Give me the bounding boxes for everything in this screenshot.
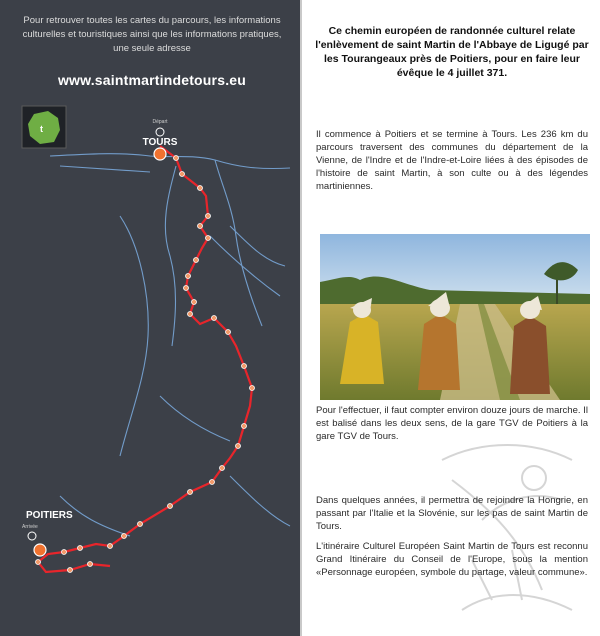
paragraph-2: Pour l'effectuer, il faut compter environ douze jours de marche. Il est balisé dans les deux sens, de la gare TGV de Poitiers à la gare TGV de Tours. bbox=[316, 405, 588, 442]
text-panel bbox=[302, 0, 600, 636]
france-inset bbox=[22, 106, 66, 148]
svg-text:t: t bbox=[40, 124, 43, 134]
website-link[interactable]: www.saintmartindetours.eu bbox=[57, 72, 247, 88]
svg-text:Départ: Départ bbox=[152, 119, 168, 125]
paragraph-1: Il commence à Poitiers et se termine à Tours. Les 236 km du parcours traversent des communes du département de la Vienne, de l'Indre et de l'Indre-et-Loire liées à des épisodes de l'histoire de saint Martin, à son culte ou à des légendes martiniennes. bbox=[316, 129, 588, 192]
tours-marker bbox=[143, 119, 178, 160]
panel-title: Ce chemin européen de randonnée culturel relate l'enlèvement de saint Martin de l'Abbaye de Ligugé par les Tourangeaux près de Poitiers, pour en faire leur évêque le 4 juillet 371. bbox=[315, 25, 589, 79]
svg-text:TOURS: TOURS bbox=[142, 137, 178, 148]
poitiers-marker bbox=[22, 510, 73, 556]
route-map bbox=[0, 96, 300, 596]
intro-text: Pour retrouver toutes les cartes du parcours, les informations culturelles et touristiques ainsi que les informations pratiques, une seule adresse bbox=[22, 15, 282, 54]
pilgrims-photo bbox=[320, 234, 590, 400]
rivers bbox=[50, 154, 290, 536]
paragraph-4: L'itinéraire Culturel Européen Saint Martin de Tours est reconnu Grand Itinéraire du Conseil de l'Europe, sous la mention «Personnage européen, symbole du partage, valeur commune». bbox=[316, 541, 588, 578]
svg-text:Arrivée: Arrivée bbox=[22, 524, 38, 530]
svg-text:POITIERS: POITIERS bbox=[26, 510, 73, 521]
paragraph-3: Dans quelques années, il permettra de rejoindre la Hongrie, en passant par l'Italie et la Slovénie, sur les pas de saint Martin de Tours. bbox=[316, 495, 588, 532]
